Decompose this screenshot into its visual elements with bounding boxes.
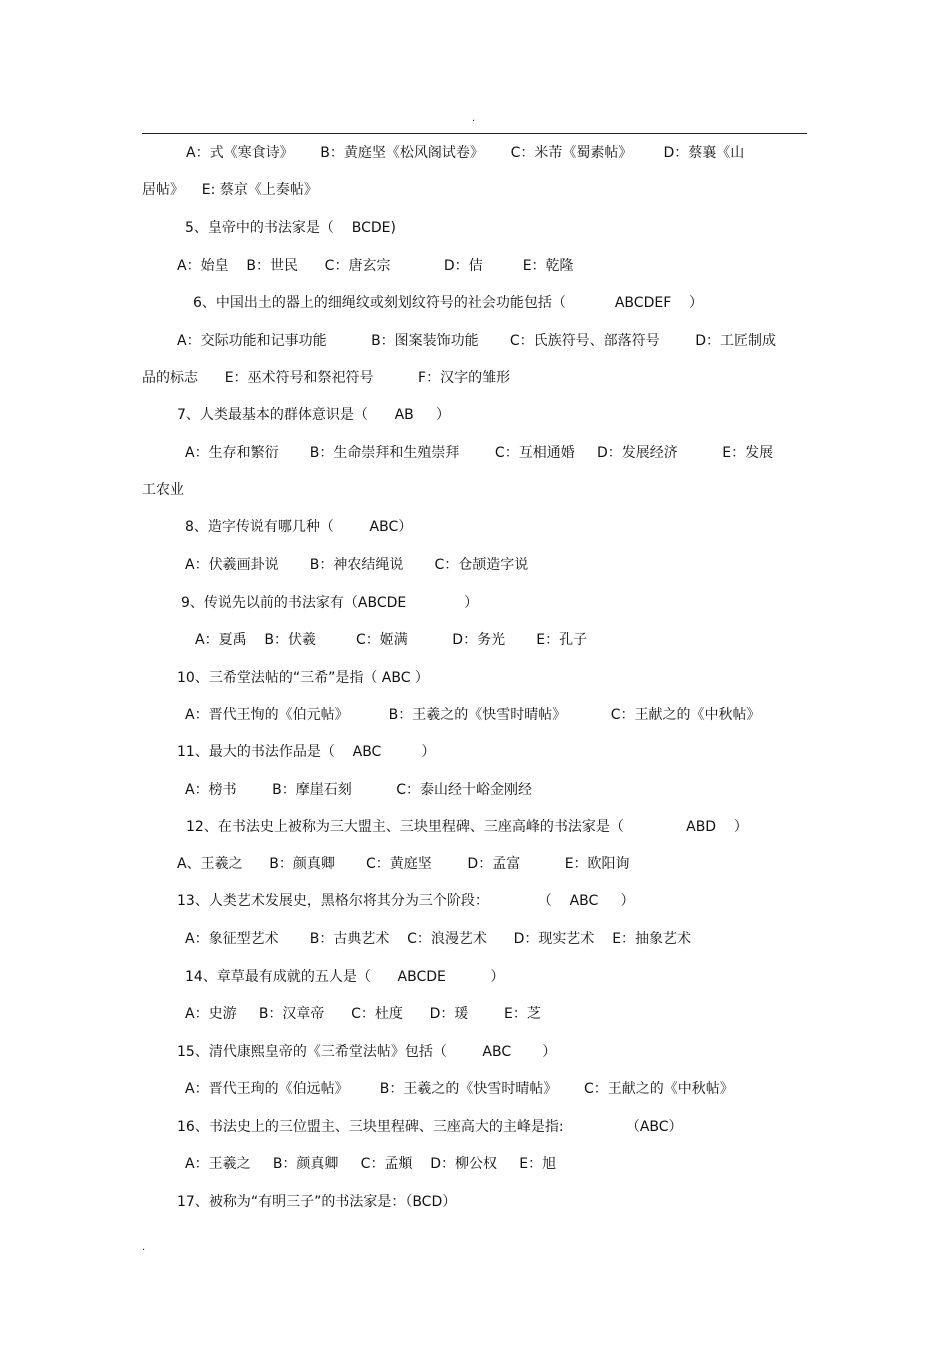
- q16-options: A：王羲之 B：颜真卿 C：孟頫 D：柳公权 E：旭: [185, 1156, 557, 1172]
- header-mark: .: [472, 113, 476, 124]
- q9-options: A：夏禹 B：伏羲 C：姬满 D：务光 E：孔子: [195, 632, 588, 648]
- q8-question: 8、造字传说有哪几种（ ABC）: [185, 519, 413, 535]
- header-rule: [142, 133, 807, 134]
- q16-question: 16、书法史上的三位盟主、三块里程碑、三座高大的主峰是指: （ABC）: [177, 1119, 683, 1135]
- q10-question: 10、三希堂法帖的“三希”是指（ ABC ）: [177, 670, 429, 686]
- q17-question: 17、被称为“有明三子”的书法家是：（BCD）: [177, 1194, 457, 1210]
- q5-question: 5、皇帝中的书法家是（ BCDE): [185, 220, 396, 236]
- q7-options-line-1: A：生存和繁衍 B：生命崇拜和生殖崇拜 C：互相通婚 D：发展经济 E：发展: [185, 445, 774, 461]
- q6-options-line-2: 品的标志 E：巫术符号和祭祀符号 F：汉字的雏形: [142, 370, 511, 386]
- q15-question: 15、清代康熙皇帝的《三希堂法帖》包括（ ABC ）: [177, 1044, 557, 1060]
- q4-options-line-2: 居帖》 E: 蔡京《上奏帖》: [142, 182, 318, 198]
- q9-question: 9、传说先以前的书法家有（ABCDE ）: [181, 595, 479, 611]
- q14-question: 14、章草最有成就的五人是（ ABCDE ）: [185, 969, 505, 985]
- q11-question: 11、最大的书法作品是（ ABC ）: [177, 744, 436, 760]
- q13-options: A：象征型艺术 B：古典艺术 C：浪漫艺术 D：现实艺术 E：抽象艺术: [185, 931, 692, 947]
- footer-mark: .: [142, 1242, 146, 1253]
- q13-question: 13、人类艺术发展史，黑格尔将其分为三个阶段： （ ABC ）: [177, 893, 635, 909]
- q7-options-line-2: 工农业: [142, 482, 184, 498]
- q8-options: A：伏羲画卦说 B：神农结绳说 C：仓颉造字说: [185, 557, 529, 573]
- q11-options: A：榜书 B：摩崖石刻 C：泰山经十峪金刚经: [185, 782, 533, 798]
- q6-options-line-1: A：交际功能和记事功能 B：图案装饰功能 C：氏族符号、部落符号 D：工匠制成: [177, 333, 776, 349]
- q6-question: 6、中国出土的器上的细绳纹或刻划纹符号的社会功能包括（ ABCDEF ）: [193, 295, 704, 311]
- q12-question: 12、在书法史上被称为三大盟主、三块里程碑、三座高峰的书法家是（ ABD ）: [186, 819, 748, 835]
- q14-options: A：史游 B：汉章帝 C：杜度 D：瑗 E：芝: [185, 1006, 541, 1022]
- q12-options: A、王羲之 B：颜真卿 C：黄庭坚 D：孟富 E：欧阳询: [177, 856, 630, 872]
- q7-question: 7、人类最基本的群体意识是（ AB ）: [177, 407, 451, 423]
- q4-options-line-1: A：式《寒食诗》 B：黄庭坚《松风阁试卷》 C：米芾《蜀素帖》 D：蔡襄《山: [186, 145, 745, 161]
- q15-options: A：晋代王珣的《伯远帖》 B：王羲之的《快雪时晴帖》 C：王献之的《中秋帖》: [185, 1081, 734, 1097]
- q5-options: A：始皇 B：世民 C：唐玄宗 D：佶 E：乾隆: [177, 258, 574, 274]
- q10-options: A：晋代王恂的《伯元帖》 B：王羲之的《快雪时晴帖》 C：王献之的《中秋帖》: [185, 707, 761, 723]
